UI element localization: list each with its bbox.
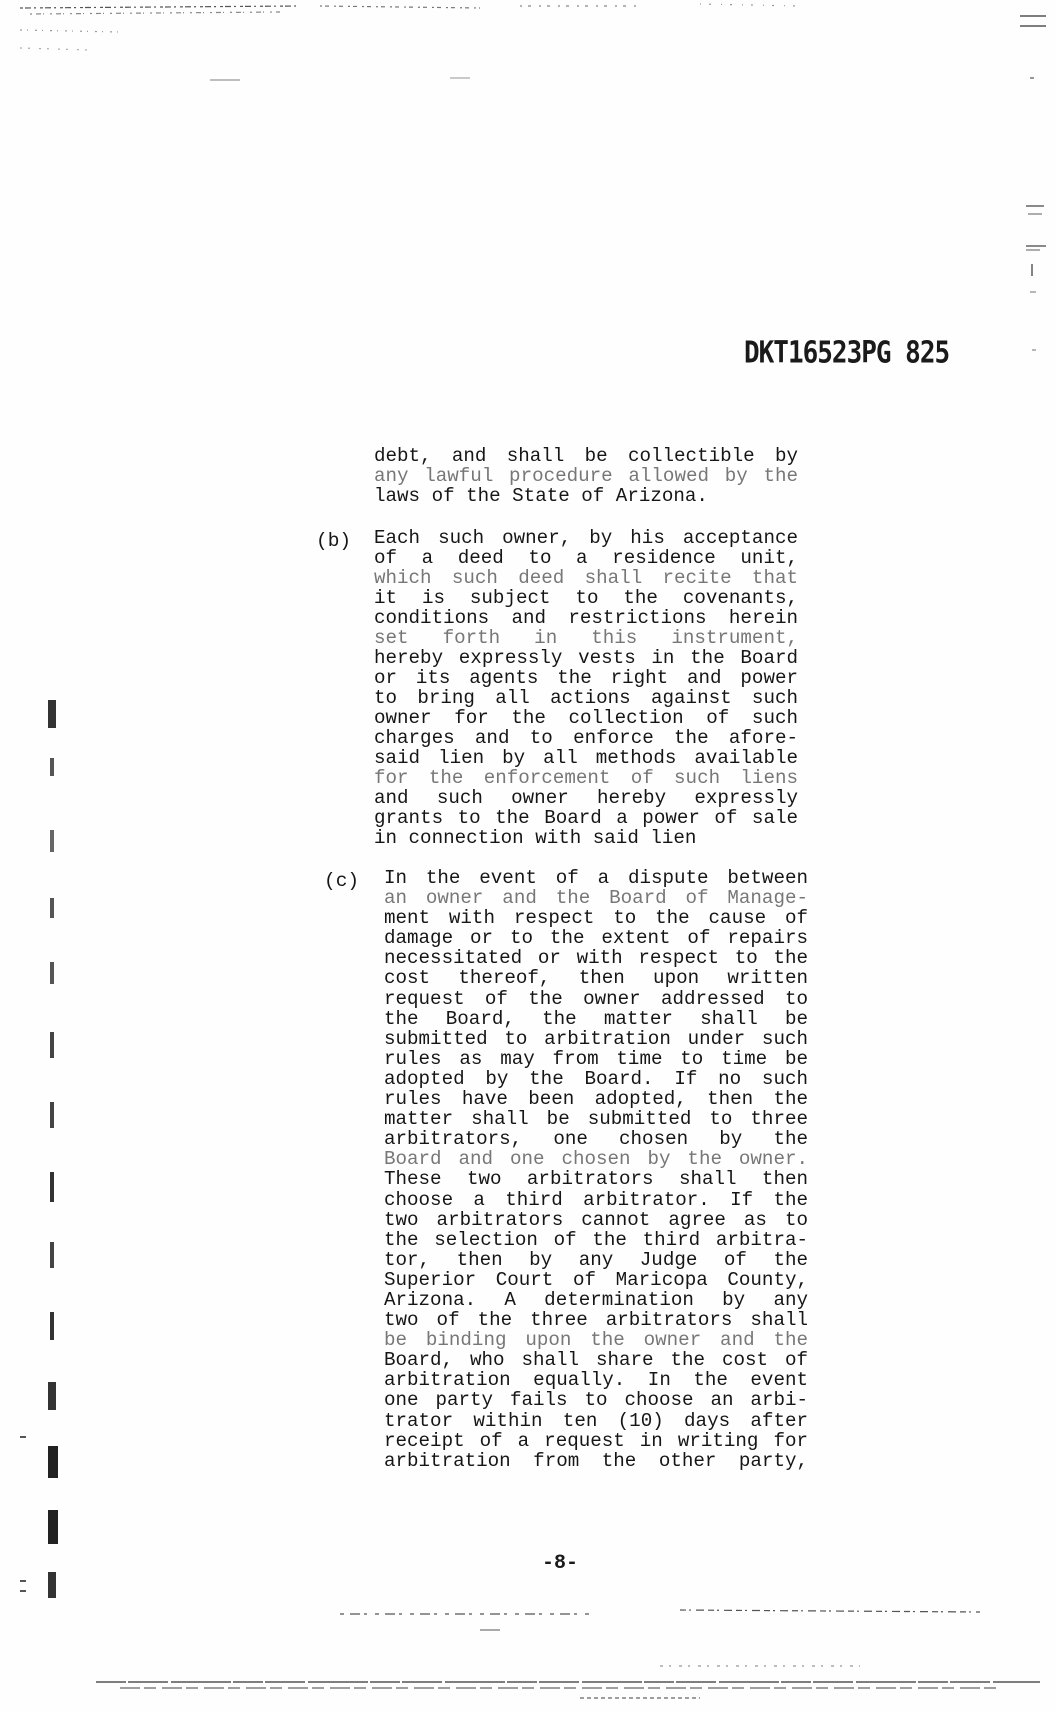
- text-line: it is subject to the covenants,: [374, 587, 798, 609]
- text-line: Arizona. A determination by any: [384, 1288, 808, 1311]
- scan-noise-bottom: [0, 1600, 1056, 1712]
- text-line: arbitration from the other party,: [384, 1449, 808, 1472]
- text-line: receipt of a request in writing for: [384, 1429, 808, 1452]
- recording-number: DKT16523PG 825: [744, 336, 950, 371]
- text-line: Board and one chosen by the owner.: [384, 1148, 808, 1171]
- text-line: debt, and shall be collectible by: [374, 445, 798, 467]
- text-line: or its agents the right and power: [374, 667, 798, 689]
- text-line: choose a third arbitrator. If the: [384, 1188, 808, 1211]
- text-line: two of the three arbitrators shall: [384, 1309, 808, 1332]
- text-line: hereby expressly vests in the Board: [374, 647, 798, 669]
- text-line: These two arbitrators shall then: [384, 1168, 808, 1191]
- text-line: owner for the collection of such: [374, 707, 798, 729]
- text-line: two arbitrators cannot agree as to: [384, 1208, 808, 1231]
- text-line: In the event of a dispute between: [384, 867, 808, 889]
- text-line: and such owner hereby expressly: [374, 787, 798, 809]
- text-line: an owner and the Board of Manage-: [384, 887, 808, 910]
- text-line: set forth in this instrument,: [374, 627, 798, 649]
- paragraph-c: [384, 868, 808, 1471]
- text-line: cost thereof, then upon written: [384, 967, 808, 990]
- text-line: any lawful procedure allowed by the: [374, 465, 798, 487]
- text-line: said lien by all methods available: [374, 747, 798, 769]
- text-line: the Board, the matter shall be: [384, 1007, 808, 1030]
- text-line: adopted by the Board. If no such: [384, 1067, 808, 1090]
- text-line: matter shall be submitted to three: [384, 1108, 808, 1131]
- paragraph-c-label: (c): [324, 870, 360, 892]
- text-line: submitted to arbitration under such: [384, 1027, 808, 1050]
- text-line: tor, then by any Judge of the: [384, 1248, 808, 1271]
- text-line: charges and to enforce the afore-: [374, 727, 798, 749]
- text-line: to bring all actions against such: [374, 687, 798, 709]
- text-line: conditions and restrictions herein: [374, 607, 798, 629]
- text-line: be binding upon the owner and the: [384, 1329, 808, 1352]
- text-line: request of the owner addressed to: [384, 987, 808, 1010]
- text-line: Superior Court of Maricopa County,: [384, 1268, 808, 1291]
- text-line: damage or to the extent of repairs: [384, 927, 808, 950]
- text-line: one party fails to choose an arbi-: [384, 1389, 808, 1412]
- text-line: rules have been adopted, then the: [384, 1088, 808, 1111]
- text-line: grants to the Board a power of sale: [374, 807, 798, 829]
- text-line: in connection with said lien: [374, 827, 697, 849]
- text-line: Each such owner, by his acceptance: [374, 527, 798, 549]
- scan-noise-top: [0, 0, 1056, 110]
- text-line: arbitrators, one chosen by the: [384, 1128, 808, 1151]
- text-line: of a deed to a residence unit,: [374, 547, 798, 569]
- text-line: ment with respect to the cause of: [384, 907, 808, 930]
- text-line: necessitated or with respect to the: [384, 947, 808, 970]
- text-line: which such deed shall recite that: [374, 567, 798, 589]
- paragraph-b-label: (b): [316, 530, 352, 552]
- text-line: for the enforcement of such liens: [374, 767, 798, 789]
- text-line: trator within ten (10) days after: [384, 1409, 808, 1432]
- paragraph-a-tail: [374, 446, 798, 506]
- page-number: -8-: [542, 1552, 579, 1575]
- text-line: laws of the State of Arizona.: [374, 485, 708, 507]
- scan-marks-right: [1010, 0, 1056, 400]
- text-line: Board, who shall share the cost of: [384, 1349, 808, 1372]
- paragraph-b: [374, 528, 798, 848]
- binding-marks-left: [20, 640, 80, 1630]
- text-line: the selection of the third arbitra-: [384, 1228, 808, 1251]
- text-line: rules as may from time to time be: [384, 1047, 808, 1070]
- text-line: arbitration equally. In the event: [384, 1369, 808, 1392]
